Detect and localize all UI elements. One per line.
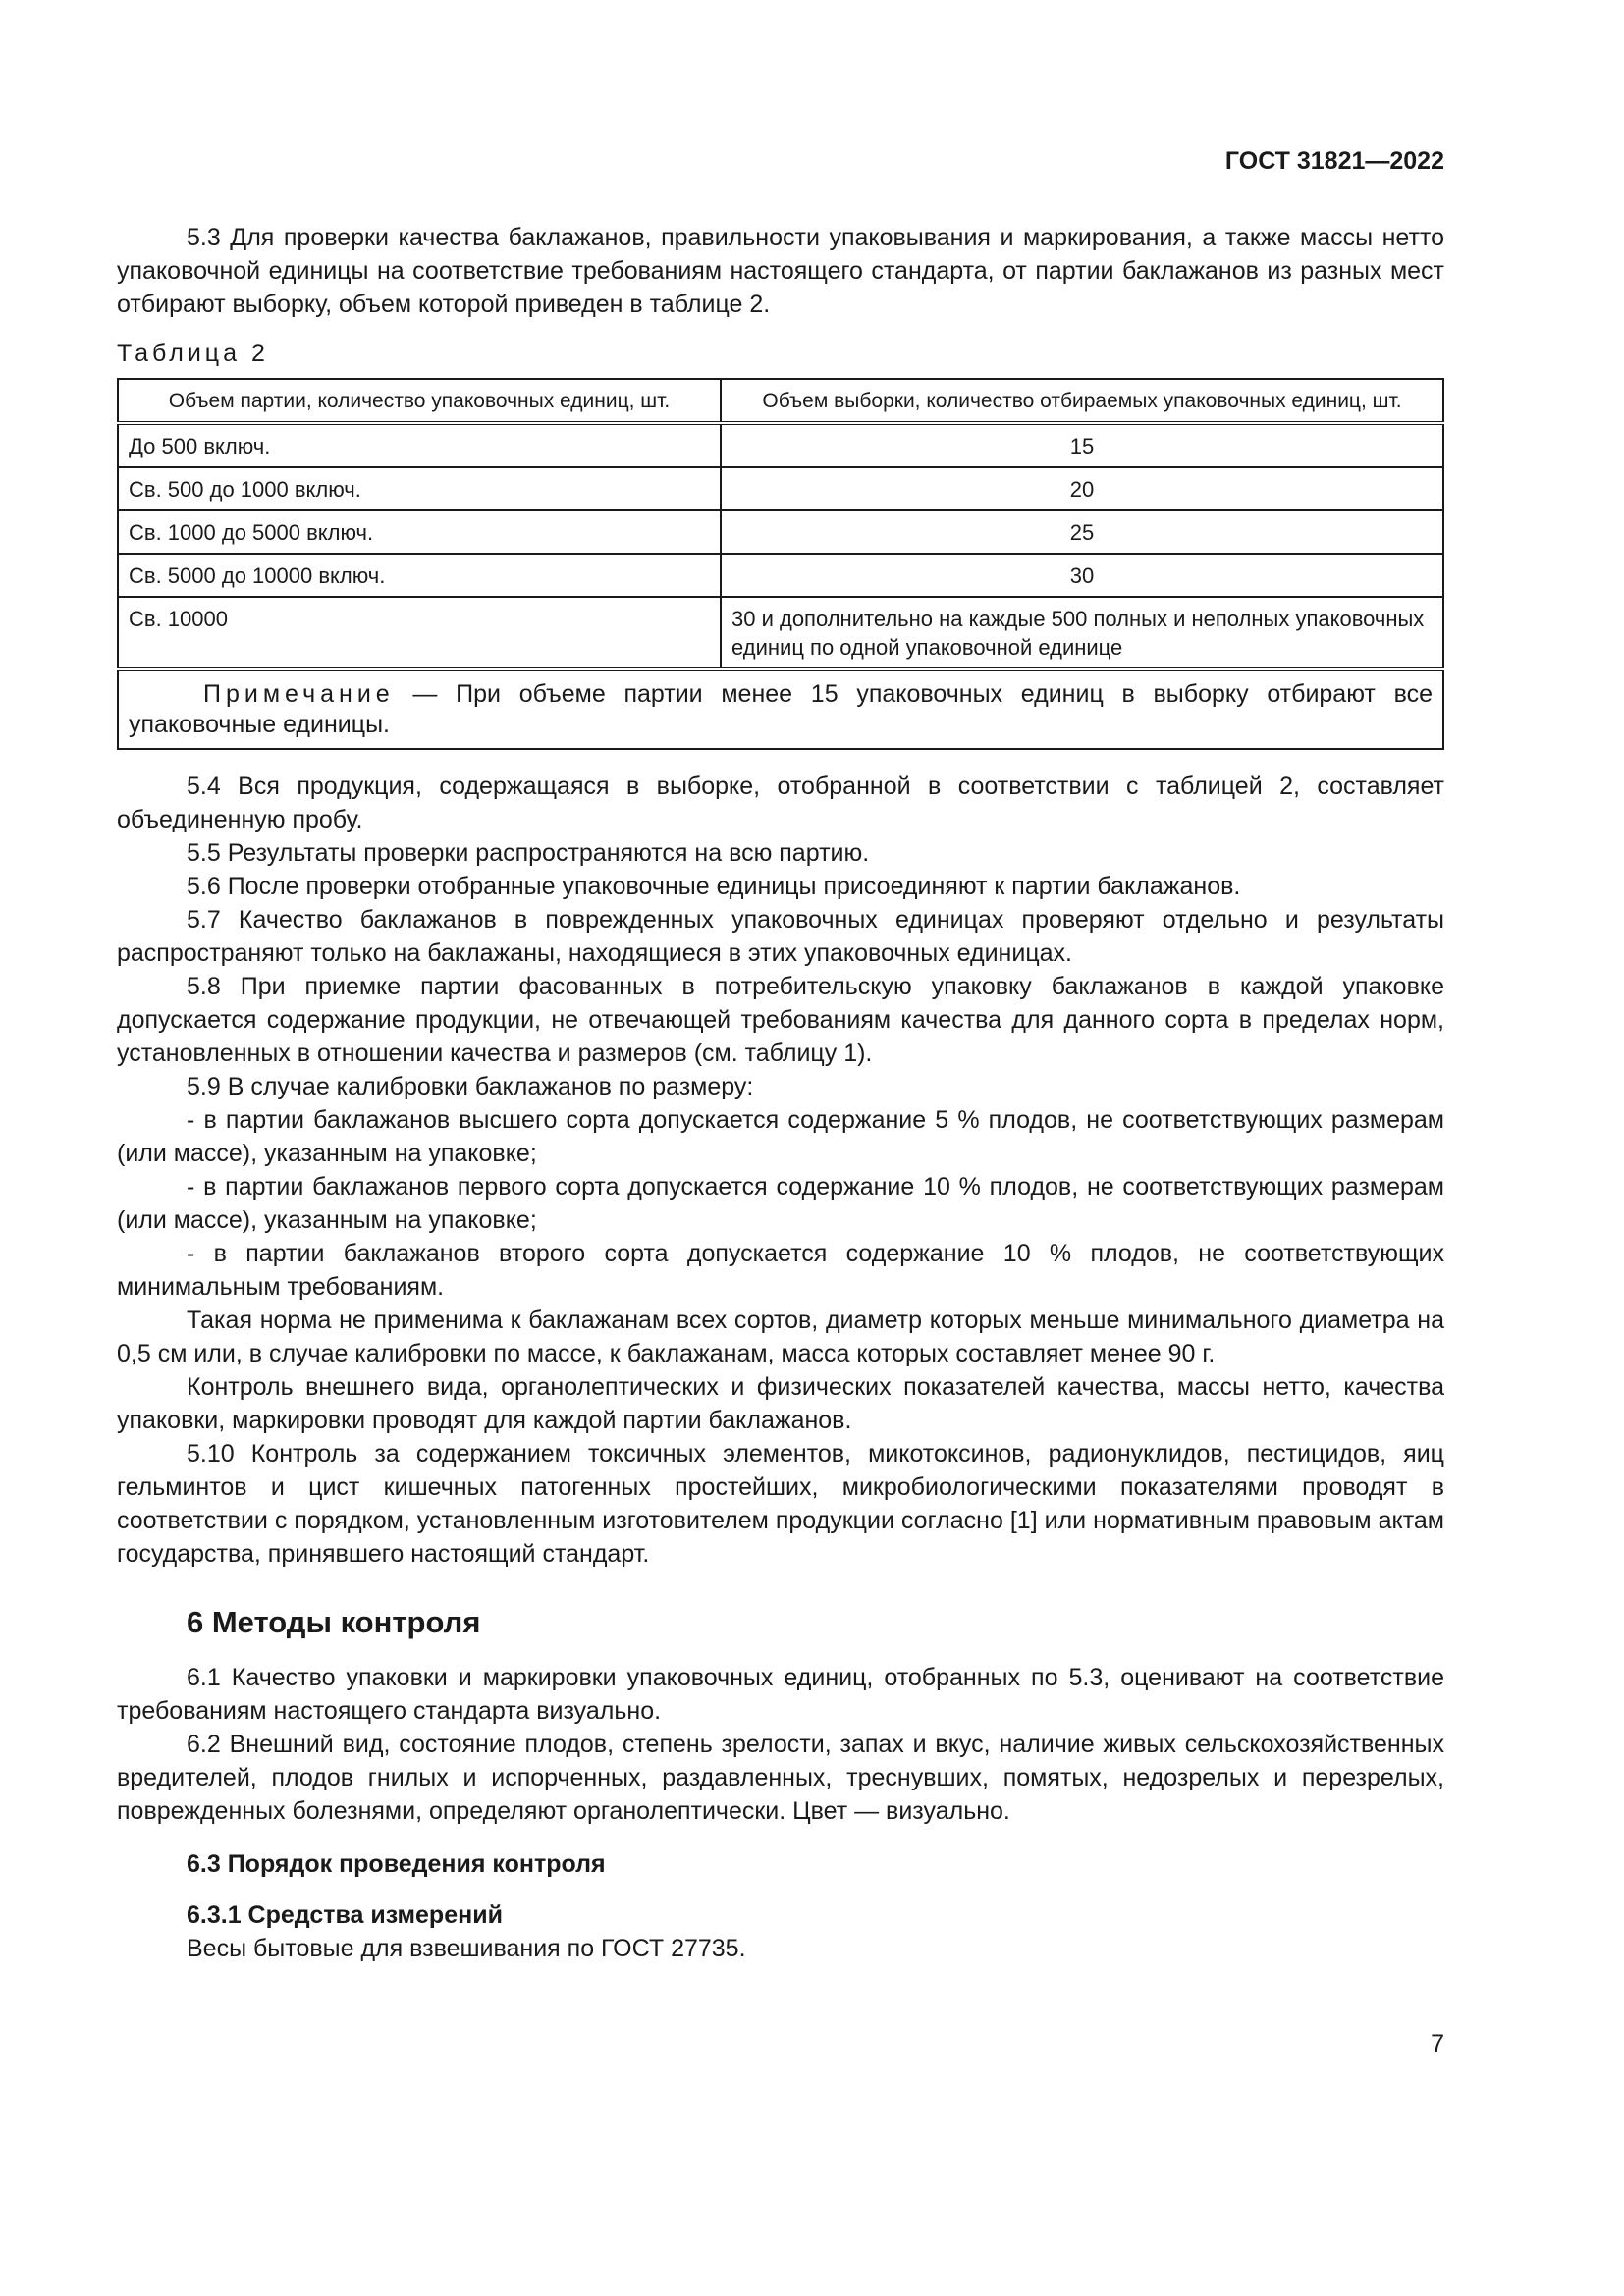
table-cell-sample: 20 xyxy=(721,467,1443,510)
table-cell-sample: 30 и дополнительно на каждые 500 полных и неполных упаковочных единиц по одной упаковочной единице xyxy=(721,597,1443,669)
table-header-row xyxy=(118,379,1443,423)
table-note-label: Примечание xyxy=(203,680,395,708)
paragraph-5-6: 5.6 После проверки отобранные упаковочные единицы присоединяют к партии баклажанов. xyxy=(187,873,1241,900)
paragraph-5-5: 5.5 Результаты проверки распространяются на всю партию. xyxy=(187,839,870,867)
table-row xyxy=(118,467,1443,510)
paragraph-5-3: 5.3 Для проверки качества баклажанов, правильности упаковывания и маркирования, а также массы нетто упаковочной единицы на соответствие требованиям настоящего стандарта, от партии баклажанов из разных мест отбирают выборку, объем которой приведен в таблице 2. xyxy=(117,224,1444,318)
paragraph-control-scope: Контроль внешнего вида, органолептических и физических показателей качества, массы нетто, качества упаковки, маркировки проводят для каждой партии баклажанов. xyxy=(117,1373,1444,1434)
page-header-standard: ГОСТ 31821—2022 xyxy=(1224,147,1444,175)
table-row xyxy=(118,423,1443,467)
paragraph-scales: Весы бытовые для взвешивания по ГОСТ 27735. xyxy=(187,1935,746,1962)
table-cell-lot: Св. 5000 до 10000 включ. xyxy=(118,554,721,597)
table-row xyxy=(118,597,1443,669)
paragraph-5-4: 5.4 Вся продукция, содержащаяся в выборке, отобранной в соответствии с таблицей 2, составляет объединенную пробу. xyxy=(117,773,1444,833)
list-item: - в партии баклажанов первого сорта допускается содержание 10 % плодов, не соответствующих размерам (или массе), указанным на упаковке; xyxy=(117,1173,1444,1234)
paragraph-5-9: 5.9 В случае калибровки баклажанов по размеру: xyxy=(187,1073,754,1100)
page-number: 7 xyxy=(1431,2030,1444,2057)
paragraph-6-1: 6.1 Качество упаковки и маркировки упаковочных единиц, отобранных по 5.3, оценивают на соответствие требованиям настоящего стандарта визуально. xyxy=(117,1664,1444,1725)
table-note xyxy=(118,669,1443,749)
table-title: Таблица 2 xyxy=(117,340,269,367)
list-item: - в партии баклажанов высшего сорта допускается содержание 5 % плодов, не соответствующих размерам (или массе), указанным на упаковке; xyxy=(117,1106,1444,1167)
list-item: - в партии баклажанов второго сорта допускается содержание 10 % плодов, не соответствующих минимальным требованиям. xyxy=(117,1240,1444,1301)
table-cell-lot: До 500 включ. xyxy=(118,423,721,467)
table-row xyxy=(118,510,1443,554)
subsection-6-3-title: 6.3 Порядок проведения контроля xyxy=(187,1850,606,1878)
table-cell-lot: Св. 500 до 1000 включ. xyxy=(118,467,721,510)
sampling-table xyxy=(117,378,1444,750)
table-cell-lot: Св. 1000 до 5000 включ. xyxy=(118,510,721,554)
table-cell-lot: Св. 10000 xyxy=(118,597,721,669)
paragraph-5-8: 5.8 При приемке партии фасованных в потребительскую упаковку баклажанов в каждой упаковке допускается содержание продукции, не отвечающей требованиям качества для данного сорта в пределах норм, установленных в отношении качества и размеров (см. таблицу 1). xyxy=(117,973,1444,1067)
table-cell-sample: 30 xyxy=(721,554,1443,597)
paragraph-5-10: 5.10 Контроль за содержанием токсичных элементов, микотоксинов, радионуклидов, пестицидов, яиц гельминтов и цист кишечных патогенных простейших, микробиологическими показателями проводят в соответствии с порядком, установленным изготовителем продукции согласно [1] или нормативным правовым актам государства, принявшего настоящий стандарт. xyxy=(117,1440,1444,1568)
table-row xyxy=(118,554,1443,597)
table-header-sample-size: Объем выборки, количество отбираемых упаковочных единиц, шт. xyxy=(721,379,1443,423)
table-note-row xyxy=(118,669,1443,749)
subsection-6-3-1-title: 6.3.1 Средства измерений xyxy=(187,1901,503,1929)
paragraph-5-7: 5.7 Качество баклажанов в поврежденных упаковочных единицах проверяют отдельно и результаты распространяют только на баклажаны, находящиеся в этих упаковочных единицах. xyxy=(117,906,1444,967)
table-note-text: — При объеме партии менее 15 упаковочных единиц в выборку отбирают все упаковочные единицы. xyxy=(129,680,1433,738)
paragraph-norm-exception: Такая норма не применима к баклажанам всех сортов, диаметр которых меньше минимального диаметра на 0,5 см или, в случае калибровки по массе, к баклажанам, масса которых составляет менее 90 г. xyxy=(117,1307,1444,1367)
section-6-title: 6 Методы контроля xyxy=(187,1605,481,1639)
table-cell-sample: 25 xyxy=(721,510,1443,554)
table-cell-sample: 15 xyxy=(721,423,1443,467)
paragraph-6-2: 6.2 Внешний вид, состояние плодов, степень зрелости, запах и вкус, наличие живых сельскохозяйственных вредителей, плодов гнилых и испорченных, раздавленных, треснувших, помятых, недозрелых и перезрелых, поврежденных болезнями, определяют органолептически. Цвет — визуально. xyxy=(117,1731,1444,1825)
document-body xyxy=(117,221,1444,1965)
table-header-lot-size: Объем партии, количество упаковочных единиц, шт. xyxy=(118,379,721,423)
